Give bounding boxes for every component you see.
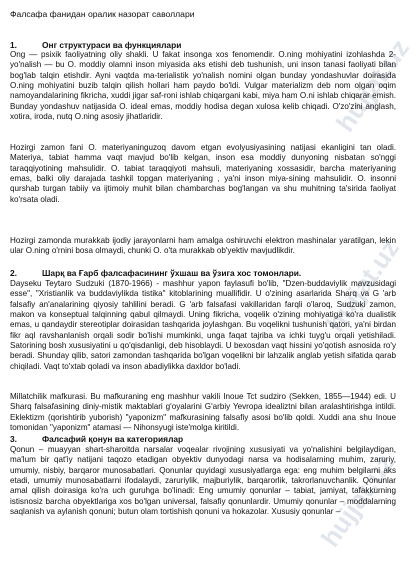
watermark: hujjat.uz (320, 233, 406, 338)
section-number: 3. (10, 434, 17, 444)
section-number: 1. (10, 40, 17, 50)
paragraph: Hozirgi zamonda murakkab ijodiy jarayonlarni ham amalga oshiruvchi elektron mashinalar yaratilgan, lekin ular O.ning o'rnini bosa olmaydi, chunki O. o'ta murakkab ob'yektiv mavjudlikdir. (10, 236, 396, 256)
paragraph: Dayseku Teytaro Sudzuki (1870-1966) - mashhur yapon faylasufi bo'lib, "Dzen-buddaviylik mavzusidagi esse", "Xristianlik va buddaviylikda tistika" kitoblarining muallifidir. U o'zining asarlarida Sharq va G 'arb falsafiy an'analarining qiyosiy tahlilini beradi. G 'arb falsafasi vakillaridan farqli o'laroq, Sudzuki zamon, makon va konseptual talqinning qabul qilmaydi. Uning fikricha, voqelik o'zining mohiyatiga ko'ra dualistik emas, u qandaydir stereotiplar doirasidan tashqarida joylashgan. Bu voqelikni tushunish qatori, ya'ni birdan fikr aql ravshanlanish orqali sodir bo'lishi mumkinki, unga faqat tajriba va ichki tuyg'u orqali yetishiladi. Satorining bosh xususiyatini u qo'qisdanligi, deb hisoblaydi. U bexosdan vaqt hissini yo'qotish asnosida ro'y beradi. Shunday qilib, satori zamondan tashqarida bo'lgan voqelikni bir lahzalik anglab yetish sifatida qarab chiqiladi. Vaqt to'xtab qoladi va inson abadiylikka daxldor bo'ladi. (10, 279, 396, 371)
paragraph: Qonun – muayyan shart-sharoitda narsalar voqealar rivojining xususiyati va yo'nalishini belgilaydigan, ma'lum bir qat'iy natijani taqozo etadigan obyektiv dunyodagi narsa va hodisalarning muhim, zaruriy, umumiy, nisbiy, barqaror munosabatlari. Qonunlar quyidagi xususiyatlarga ega: eng muhim belgilarni aks etadi, umumiy munosabatlarni ifodalaydi, zaruriylik, majburiylik, barqarorlik, takrorlanuvchanlik. Qonunlar amal qilish doirasiga ko'ra uch guruhga bo'linadi: Eng umumiy qonunlar – tabiat, jamiyat, tafakkurning istisnosiz barcha obyektlariga xos bo'lgan universal, falsafiy qonunlardir. Umumiy qonunlar – moddalarning saqlanish va aylanish qonuni; butun olam tortishish qonuni va hokazolar. Xususiy qonunlar – (10, 445, 396, 516)
section-number: 2. (10, 268, 17, 278)
section-heading-1 (10, 40, 181, 50)
section-heading-3 (10, 434, 183, 444)
section-title: Онг структураси ва функциялари (42, 40, 182, 50)
section-heading-2 (10, 268, 301, 278)
paragraph: Hozirgi zamon fani O. materiyaninguzoq davom etgan evolyusiyasining natijasi ekanligini tan oladi. Materiya, tabiat hamma vaqt mavjud bo'lib kelgan, inson esa moddiy dunyoning nisbatan so'nggi taraqqiyotining mahsulidir. O. tabiat taraqqiyoti mahsuli, materiyaning xossasidir, barcha materiyaning emas, balki oliy darajada tashkil topgan materiyaning , ya'ni inson miya-sining mahsulidir. O. insonni qurshab turgan tabiiy va ijtimoiy muhit bilan chambarchas bog'langan va shu muhitning ta'sirida faoliyat ko'rsata oladi. (10, 143, 396, 204)
paragraph: Ong — psixik faoliyatning oliy shakli. U fakat insonga xos fenomendir. O.ning mohiyatini izohlashda 2-yo'nalish — bu O. moddiy olamni inson miyasida aks etishi deb tushunish, uni inson tanasi faoliyati bilan bog'lab talqin etishdir. Ayni vaqtda ma-terialistik yo'nalish nomini olgan bunday yondashuvlar doirasida O.ning mohiyatini buzib talqin qilish hollari ham paydo bo'ldi. Vulgar materializm deb nom olgan oqim namoyandalarining fikricha, xuddi jigar saf-roni ishlab chiqargani kabi, miya ham O.ni ishlab chiqarar emish. Bunday yondashuv natijasida O. ideal emas, moddiy hodisa degan xulosa kelib chiqadi. O'zo'zini anglash, xotira, iroda, nutq O.ning asosiy jihatlaridir. (10, 50, 396, 121)
document-title: Фалсафа фанидан оралик назорат саволлари (10, 9, 195, 19)
section-title: Шарқ ва Ғарб фалсафасининг ўхшаш ва ўзига хос томонлари. (42, 268, 302, 278)
section-title: Фалсафий қонун ва категориялар (42, 434, 184, 444)
watermark: hujjat.uz (330, 33, 416, 138)
paragraph: Millatchilik mafkurasi. Bu mafkuraning eng mashhur vakili Inoue Tct sudziro (Sekken, 1855—1944) edi. U Sharq falsafasining diniy-mistik maktablari g'oyalarini G'arbiy Yevropa idealiztni bilan aralashtirishga intildi. Eklektizm (qorishtirib yuborish) "yaponizm" mafkurasining falsafiy asosi bo'lib qoldi. Xuddi ana shu Inoue tomonidan "yaponizm" atamasi — Nihonsyugi iste'molga kiritildi. (10, 392, 396, 432)
watermark: hujjat.uz (315, 448, 401, 553)
